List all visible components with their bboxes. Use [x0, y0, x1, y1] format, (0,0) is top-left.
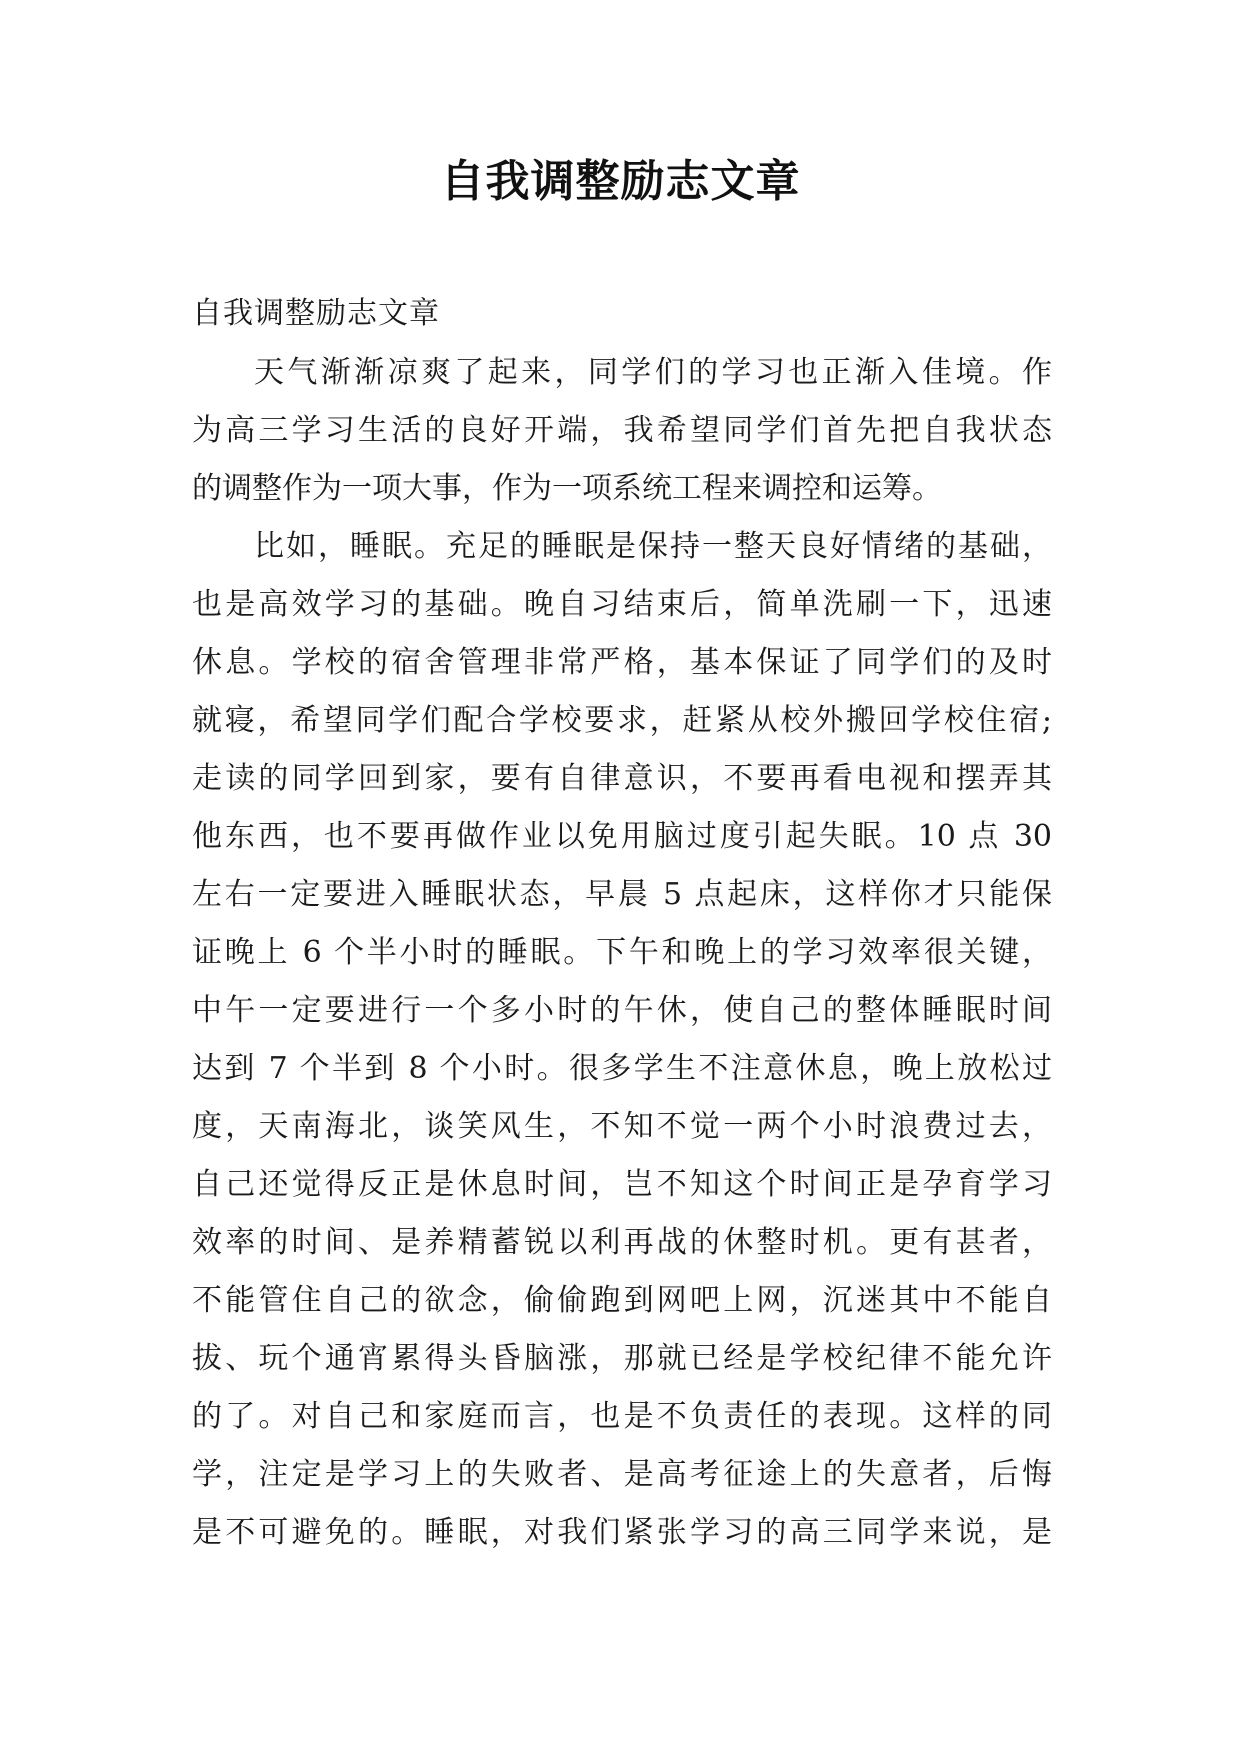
- document-body: [192, 284, 1052, 1562]
- text-line: 不能管住自己的欲念，偷偷跑到网吧上网，沉迷其中不能自: [192, 1283, 1052, 1318]
- text-line: 走读的同学回到家，要有自律意识，不要再看电视和摆弄其: [192, 761, 1052, 796]
- text-line: 天气渐渐凉爽了起来，同学们的学习也正渐入佳境。作: [254, 355, 1052, 390]
- text-line: 左右一定要进入睡眠状态，早晨 5 点起床，这样你才只能保: [192, 877, 1052, 912]
- text-line: 中午一定要进行一个多小时的午休，使自己的整体睡眠时间: [192, 993, 1052, 1028]
- text-line: 为高三学习生活的良好开端，我希望同学们首先把自我状态: [192, 413, 1052, 448]
- text-line: 效率的时间、是养精蓄锐以利再战的休整时机。更有甚者，: [192, 1225, 1052, 1260]
- text-line: 也是高效学习的基础。晚自习结束后，简单洗刷一下，迅速: [192, 587, 1052, 622]
- document-subtitle: 自我调整励志文章: [192, 296, 440, 331]
- text-line: 休息。学校的宿舍管理非常严格，基本保证了同学们的及时: [192, 645, 1052, 680]
- text-line: 拔、玩个通宵累得头昏脑涨，那就已经是学校纪律不能允许: [192, 1341, 1052, 1376]
- paragraph-sleep: [192, 518, 1052, 1562]
- text-line: 是不可避免的。睡眠，对我们紧张学习的高三同学来说，是: [192, 1515, 1052, 1550]
- text-line: 学，注定是学习上的失败者、是高考征途上的失意者，后悔: [192, 1457, 1052, 1492]
- text-line: 的了。对自己和家庭而言，也是不负责任的表现。这样的同: [192, 1399, 1052, 1434]
- text-line: 达到 7 个半到 8 个小时。很多学生不注意休息，晚上放松过: [192, 1051, 1052, 1086]
- text-line: 的调整作为一项大事，作为一项系统工程来调控和运筹。: [192, 471, 942, 506]
- text-line: 比如，睡眠。充足的睡眠是保持一整天良好情绪的基础，: [254, 529, 1052, 564]
- text-line: 他东西，也不要再做作业以免用脑过度引起失眠。10 点 30: [192, 819, 1052, 854]
- document-title: 自我调整励志文章: [440, 156, 801, 207]
- text-line: 证晚上 6 个半小时的睡眠。下午和晚上的学习效率很关键，: [192, 935, 1052, 970]
- text-line: 自己还觉得反正是休息时间，岂不知这个时间正是孕育学习: [192, 1167, 1052, 1202]
- paragraph-weather: [192, 344, 1052, 518]
- text-line: 度，天南海北，谈笑风生，不知不觉一两个小时浪费过去，: [192, 1109, 1052, 1144]
- text-line: 就寝，希望同学们配合学校要求，赶紧从校外搬回学校住宿;: [192, 703, 1052, 738]
